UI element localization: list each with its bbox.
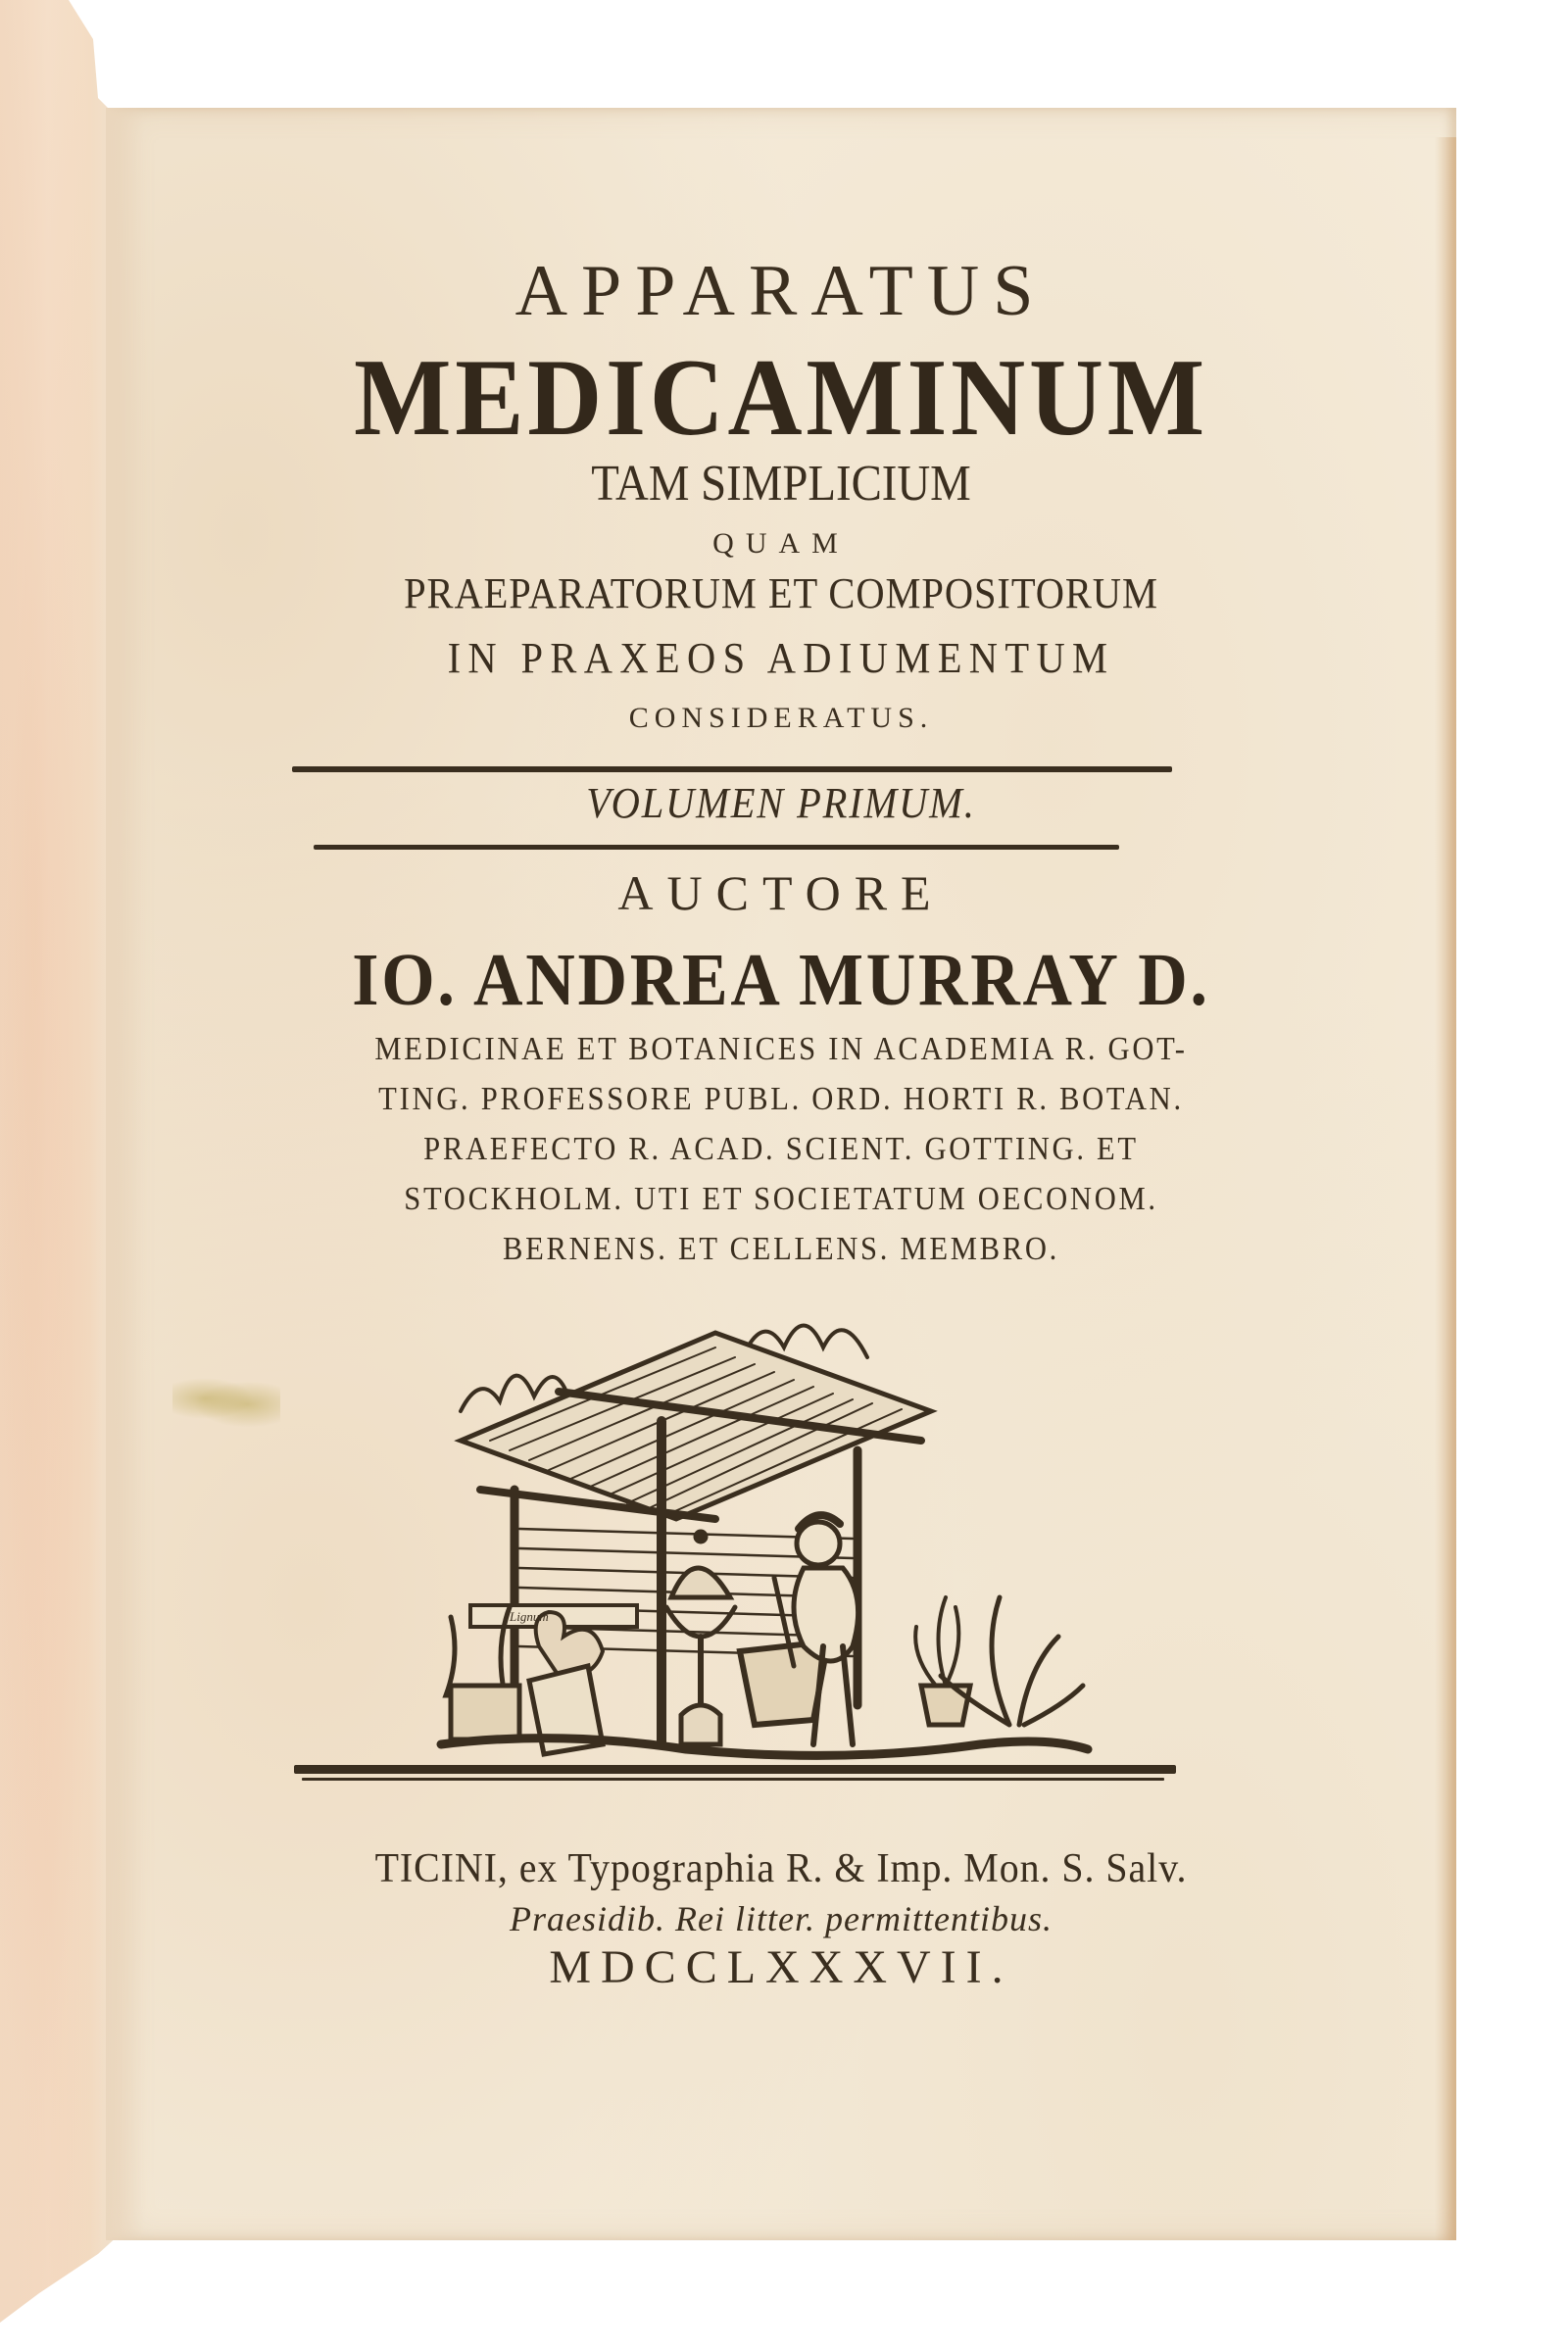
permission-line: Praesidib. Rei litter. permittentibus. [510,1899,1053,1938]
rule-below-volume [314,845,1119,850]
credentials-line: PRAEFECTO R. ACAD. SCIENT. GOTTING. ET [423,1131,1139,1167]
volume-label: VOLUMEN PRIMUM. [586,779,976,827]
author-name: IO. ANDREA MURRAY D. [352,939,1210,1021]
rule-above-volume [292,766,1172,772]
paper-stain [172,1372,280,1431]
imprint-line: TICINI, ex Typographia R. & Imp. Mon. S. Salv. [374,1846,1188,1891]
title-line-praeparatorum: PRAEPARATORUM ET COMPOSITORUM [404,569,1158,617]
credentials-line: STOCKHOLM. UTI ET SOCIETATUM OECONOM. [404,1181,1158,1217]
double-rule-thin [302,1778,1164,1781]
publication-year: MDCCLXXXVII. [549,1941,1013,1993]
author-label: AUCTORE [617,865,945,920]
signboard-text: Lignum [510,1609,549,1624]
title-page [106,108,1456,2240]
title-line-in-praxeos: IN PRAXEOS ADIUMENTUM [447,634,1115,682]
credentials-line: TING. PROFESSORE PUBL. ORD. HORTI R. BOTAN. [378,1081,1184,1117]
title-line-quam: QUAM [712,527,850,560]
title-line-medicaminum: MEDICAMINUM [354,337,1208,459]
credentials-line: MEDICINAE ET BOTANICES IN ACADEMIA R. GOT- [374,1031,1188,1067]
title-line-consideratus: CONSIDERATUS. [628,702,934,734]
title-line-apparatus: APPARATUS [514,251,1048,331]
facing-page-foxing [0,0,120,2323]
credentials-line: BERNENS. ET CELLENS. MEMBRO. [502,1231,1060,1267]
woodcut-illustration [421,1294,1107,1764]
double-rule-thick [294,1765,1176,1774]
title-line-tam-simplicium: TAM SIMPLICIUM [591,456,971,512]
